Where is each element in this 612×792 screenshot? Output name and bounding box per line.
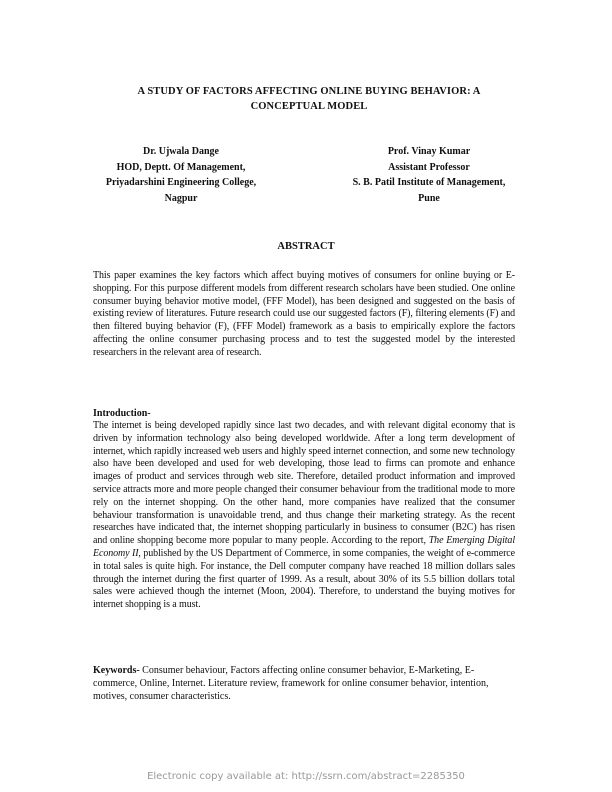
author-1-institution: Priyadarshini Engineering College, (105, 177, 257, 188)
intro-text-part-1: The internet is being developed rapidly since last two decades, and with relevant digital economy that is driven by information technology also being developed worldwide. After a long term development of internet, which rapidly increased web users and highly speed internet connection, and some new technology also have been developed and used for web developing, those lead to firms can promote and enhance images of product and services through web site. Therefore, detailed product information and improved service attracts more and more people changed their consumer behaviour from the traditional mode to more rely on the internet shopping. On the other hand, more companies have realized that the consumer behaviour transformation is unavoidable trend, and thus change their marketing strategy. As the recent researches have indicated that, the internet shopping particularly in business to consumer (B2C) has risen and online shopping become more popular to many people. According to the report, (93, 420, 515, 547)
paper-title (100, 84, 518, 114)
intro-report-title: The Emerging Digital Economy II, (93, 535, 516, 559)
author-1-name: Dr. Ujwala Dange (142, 146, 219, 157)
author-2-name: Prof. Vinay Kumar (387, 146, 471, 157)
author-block-2 (336, 144, 522, 206)
author-1-city: Nagpur (164, 192, 198, 204)
abstract-heading: ABSTRACT (277, 241, 335, 252)
title-line-2: CONCEPTUAL MODEL (250, 101, 368, 112)
author-2-position: Assistant Professor (388, 161, 470, 173)
intro-text-part-2: published by the US Department of Commerce, in some companies, the weight of e-commerce in total sales is quite high. For instance, the Dell computer company have reached 18 million dollars sales through the internet during the first quarter of 1999. As a result, about 30% of its 5.5 billion dollars total sales were achieved though the internet (Moon, 2004). Therefore, to understand the buying motives for internet shopping is a must. (93, 547, 515, 611)
abstract-body: This paper examines the key factors which affect buying motives of consumers for online buying or E- shopping. For this purpose different models from different research scholars have been studied. One online consumer buying behavior motive model, (FFF Model), has been designed and suggested on the basis of existing review of literatures. Future research could use our suggested factors (F), filtering elements (F) and then filtered buying behavior (F), (FFF Model) framework as a basis to empirically explore the factors affecting the online consumer purchasing process and to test the suggested model by the interested researchers in the relevant area of research. (93, 270, 515, 358)
author-2-institution: S. B. Patil Institute of Management, (352, 177, 506, 188)
title-line-1: A STUDY OF FACTORS AFFECTING ONLINE BUYING BEHAVIOR: A (137, 86, 481, 97)
keywords-section (93, 665, 515, 703)
keywords-label: Keywords- (93, 665, 140, 676)
introduction-body (93, 420, 515, 612)
author-1-position: HOD, Deptt. Of Management, (116, 161, 246, 173)
author-block-1 (88, 144, 274, 206)
ssrn-footer: Electronic copy available at: http://ssrn.com/abstract=2285350 (147, 771, 465, 782)
introduction-heading: Introduction- (93, 408, 151, 419)
author-2-city: Pune (418, 192, 440, 204)
keywords-text: Consumer behaviour, Factors affecting online consumer behavior, E-Marketing, E-commerce, Online, Internet. Literature review, framework for online consumer behavior, intention, motives, consumer characteristics. (93, 665, 489, 702)
